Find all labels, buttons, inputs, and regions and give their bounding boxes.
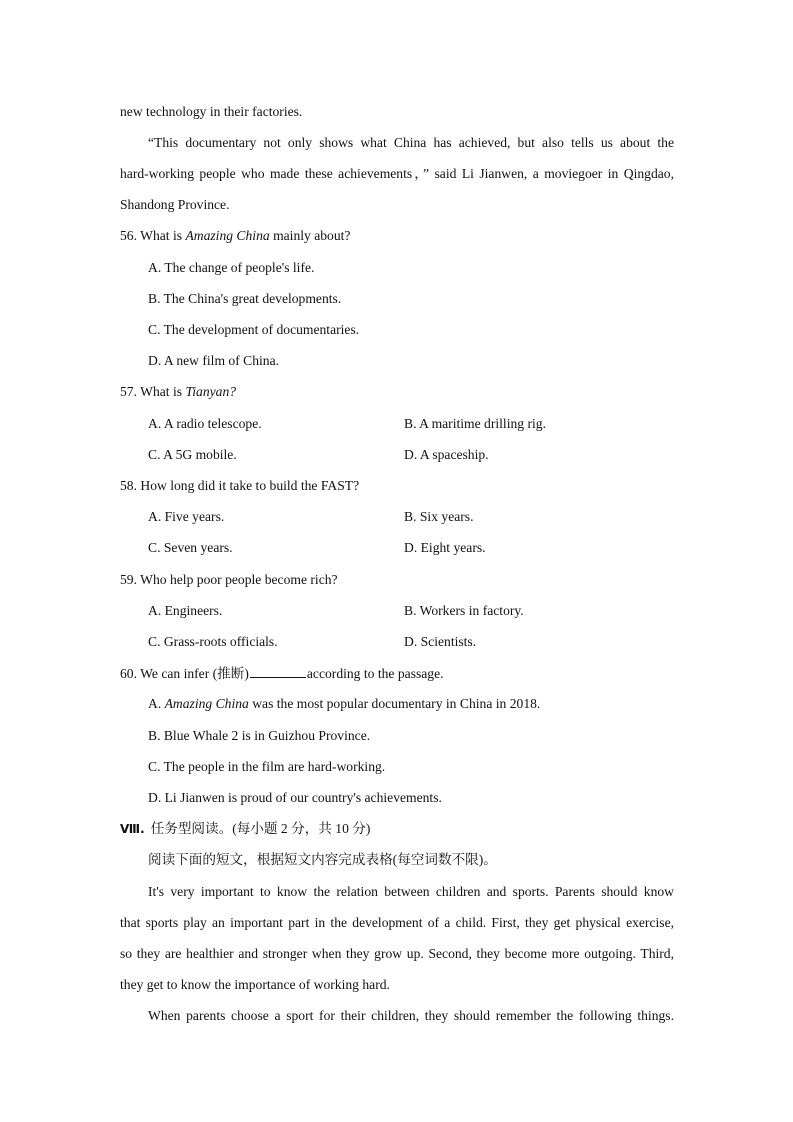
passage-line: new technology in their factories.	[120, 104, 303, 119]
section-numeral: Ⅷ.	[120, 822, 145, 836]
q56-option-a: A. The change of people's life.	[148, 260, 315, 275]
q57-option-d: D. A spaceship.	[404, 447, 489, 462]
q56-option-c: C. The development of documentaries.	[148, 322, 360, 337]
passage-line: Shandong Province.	[120, 197, 230, 212]
q60-option-a: A. Amazing China was the most popular documentary in China in 2018.	[148, 696, 541, 711]
q60-option-b: B. Blue Whale 2 is in Guizhou Province.	[148, 728, 371, 743]
q57-option-b: B. A maritime drilling rig.	[404, 416, 546, 431]
reading-line: they get to know the importance of working hard.	[120, 977, 390, 992]
q60-option-c: C. The people in the film are hard-working.	[148, 759, 386, 774]
question-57: 57. What is Tianyan?	[120, 384, 237, 399]
reading-line: It's very important to know the relation between children and sports. Parents should know	[148, 884, 674, 899]
q59-option-c: C. Grass-roots officials.	[148, 634, 278, 649]
answer-blank	[250, 663, 306, 678]
q56-option-d: D. A new film of China.	[148, 353, 280, 368]
section-instruction: 阅读下面的短文，根据短文内容完成表格(每空词数不限)。	[148, 852, 497, 867]
q59-option-d: D. Scientists.	[404, 634, 477, 649]
q57-option-c: C. A 5G mobile.	[148, 447, 237, 462]
q60-option-d: D. Li Jianwen is proud of our country's achievements.	[148, 790, 442, 805]
q59-option-b: B. Workers in factory.	[404, 603, 524, 618]
passage-line: hard-working people who made these achievements，” said Li Jianwen, a moviegoer in Qingdao,	[120, 166, 674, 181]
reading-line: When parents choose a sport for their children, they should remember the following things.	[148, 1008, 674, 1023]
reading-line: that sports play an important part in the development of a child. First, they get physical exercise,	[120, 915, 674, 930]
question-59: 59. Who help poor people become rich?	[120, 572, 338, 587]
q58-option-a: A. Five years.	[148, 509, 225, 524]
section-heading: Ⅷ. 任务型阅读。(每小题 2 分，共 10 分)	[120, 821, 371, 836]
question-56: 56. What is Amazing China mainly about?	[120, 228, 351, 243]
q57-option-a: A. A radio telescope.	[148, 416, 262, 431]
question-60: 60. We can infer (推断) according to the passage.	[120, 663, 674, 683]
passage-line: “This documentary not only shows what China has achieved, but also tells us about the	[148, 135, 674, 150]
q58-option-b: B. Six years.	[404, 509, 474, 524]
q58-option-c: C. Seven years.	[148, 540, 233, 555]
reading-line: so they are healthier and stronger when they grow up. Second, they become more outgoing. Third,	[120, 946, 674, 961]
q56-option-b: B. The China's great developments.	[148, 291, 342, 306]
question-58: 58. How long did it take to build the FAST?	[120, 478, 360, 493]
q58-option-d: D. Eight years.	[404, 540, 486, 555]
q59-option-a: A. Engineers.	[148, 603, 223, 618]
